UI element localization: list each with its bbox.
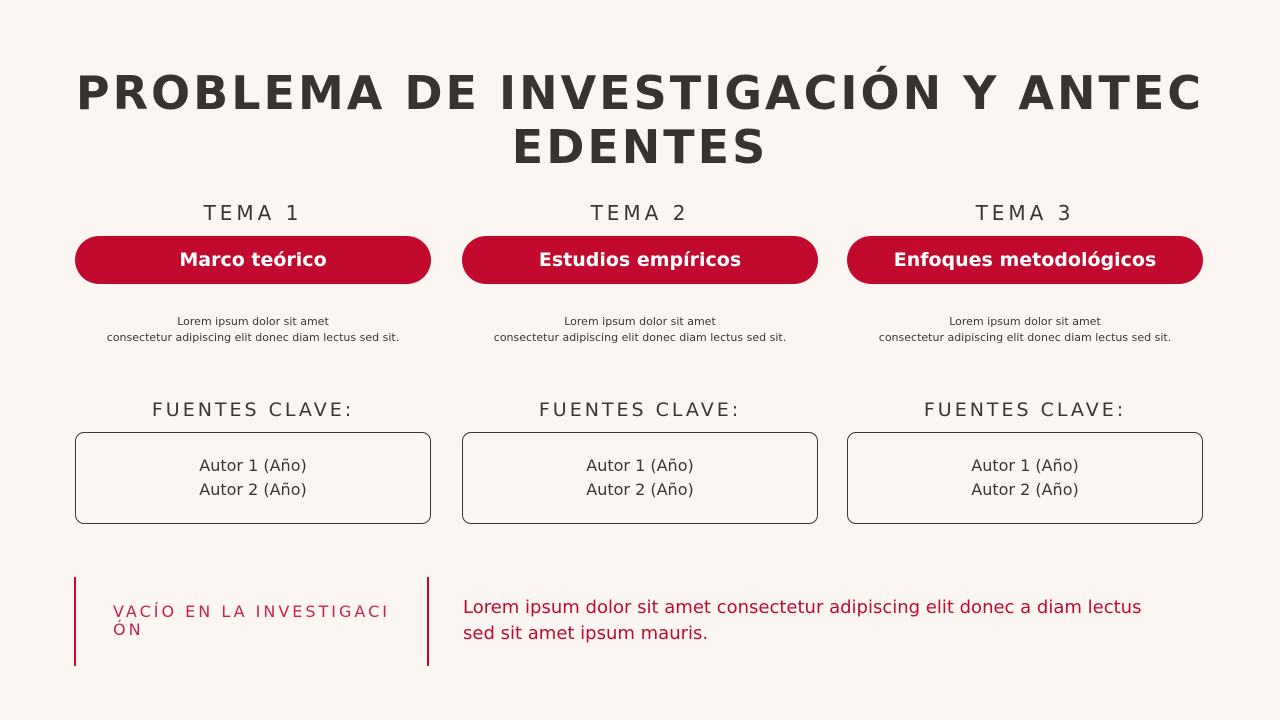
topic-pill: Marco teórico	[75, 236, 431, 284]
key-sources-label: FUENTES CLAVE:	[923, 399, 1127, 421]
topic-column-1	[75, 198, 431, 528]
page-title: PROBLEMA DE INVESTIGACIÓN Y ANTECEDENTES	[75, 66, 1205, 174]
topic-description-line-1: Lorem ipsum dolor sit amet	[177, 315, 329, 328]
source-author-2: Autor 2 (Año)	[971, 480, 1079, 499]
topic-column-2	[462, 198, 818, 528]
topic-description	[847, 314, 1203, 346]
topic-description	[75, 314, 431, 346]
source-author-1: Autor 1 (Año)	[199, 456, 307, 475]
topic-description-line-1: Lorem ipsum dolor sit amet	[564, 315, 716, 328]
topic-description-line-2: consectetur adipiscing elit donec diam lectus sed sit.	[493, 331, 787, 344]
topic-pill: Estudios empíricos	[462, 236, 818, 284]
source-author-1: Autor 1 (Año)	[586, 456, 694, 475]
key-sources-label: FUENTES CLAVE:	[538, 399, 742, 421]
topic-pill: Enfoques metodológicos	[847, 236, 1203, 284]
divider-line-middle	[427, 577, 429, 666]
source-author-1: Autor 1 (Año)	[971, 456, 1079, 475]
key-sources-box	[75, 432, 431, 524]
source-author-2: Autor 2 (Año)	[586, 480, 694, 499]
topic-description-line-2: consectetur adipiscing elit donec diam lectus sed sit.	[106, 331, 400, 344]
topic-column-3	[847, 198, 1203, 528]
source-author-2: Autor 2 (Año)	[199, 480, 307, 499]
key-sources-label: FUENTES CLAVE:	[151, 399, 355, 421]
research-gap-label: VACÍO EN LA INVESTIGACIÓN	[113, 602, 390, 639]
topic-number: TEMA 3	[975, 201, 1075, 225]
topic-description-line-1: Lorem ipsum dolor sit amet	[949, 315, 1101, 328]
topic-description	[462, 314, 818, 346]
topic-description-line-2: consectetur adipiscing elit donec diam lectus sed sit.	[878, 331, 1172, 344]
divider-line-left	[74, 577, 76, 666]
key-sources-box	[462, 432, 818, 524]
topic-number: TEMA 2	[590, 201, 690, 225]
key-sources-box	[847, 432, 1203, 524]
topic-number: TEMA 1	[203, 201, 303, 225]
research-gap-text: Lorem ipsum dolor sit amet consectetur adipiscing elit donec a diam lectus sed sit amet ipsum mauris.	[463, 597, 1142, 644]
